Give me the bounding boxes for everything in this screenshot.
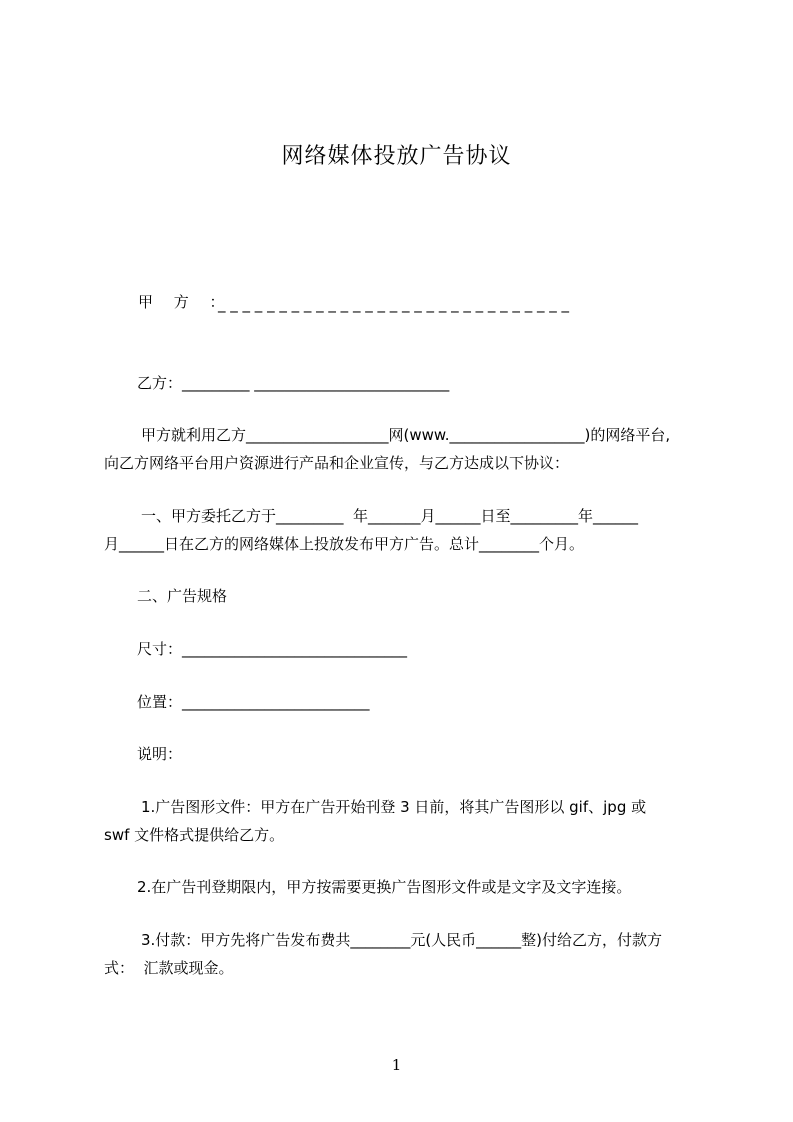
- size-field: 尺寸：______________________________: [137, 640, 408, 658]
- note-item1-line-2: swf 文件格式提供给乙方。: [104, 826, 285, 844]
- party-b-line: 乙方：_________ __________________________: [137, 374, 450, 392]
- intro-line-1: 甲方就利用乙方___________________网(www.__________________)的网络平台,: [141, 426, 671, 444]
- note-item1-line-1: 1.广告图形文件：甲方在广告开始刊登 3 日前，将其广告图形以 gif、jpg 或: [141, 798, 647, 816]
- document-title: 网络媒体投放广告协议: [281, 144, 512, 169]
- clause2-heading: 二、广告规格: [137, 587, 228, 605]
- party-a-blank: _ _ _ _ _ _ _ _ _ _ _ _ _ _ _ _ _ _ _ _ _ _ _ _ _ _ _ _ _: [218, 295, 570, 313]
- note-item3-line-2: 式： 汇款或现金。: [104, 959, 234, 977]
- clause1-line-2: 月______日在乙方的网络媒体上投放发布甲方广告。总计________个月。: [104, 535, 585, 553]
- note-item3-line-1: 3.付款：甲方先将广告发布费共________元(人民币______整)付给乙方，付款方: [141, 931, 663, 949]
- note-item2: 2.在广告刊登期限内，甲方按需要更换广告图形文件或是文字及文字连接。: [137, 878, 632, 896]
- clause1-line-1: 一、甲方委托乙方于_________ 年_______月______日至_________年______: [141, 507, 639, 525]
- note-heading: 说明：: [137, 745, 183, 763]
- page-number: 1: [391, 1056, 402, 1074]
- party-a-label: 甲 方 ：: [138, 293, 233, 311]
- position-field: 位置：_________________________: [137, 693, 370, 711]
- intro-line-2: 向乙方网络平台用户资源进行产品和企业宣传，与乙方达成以下协议：: [104, 454, 570, 472]
